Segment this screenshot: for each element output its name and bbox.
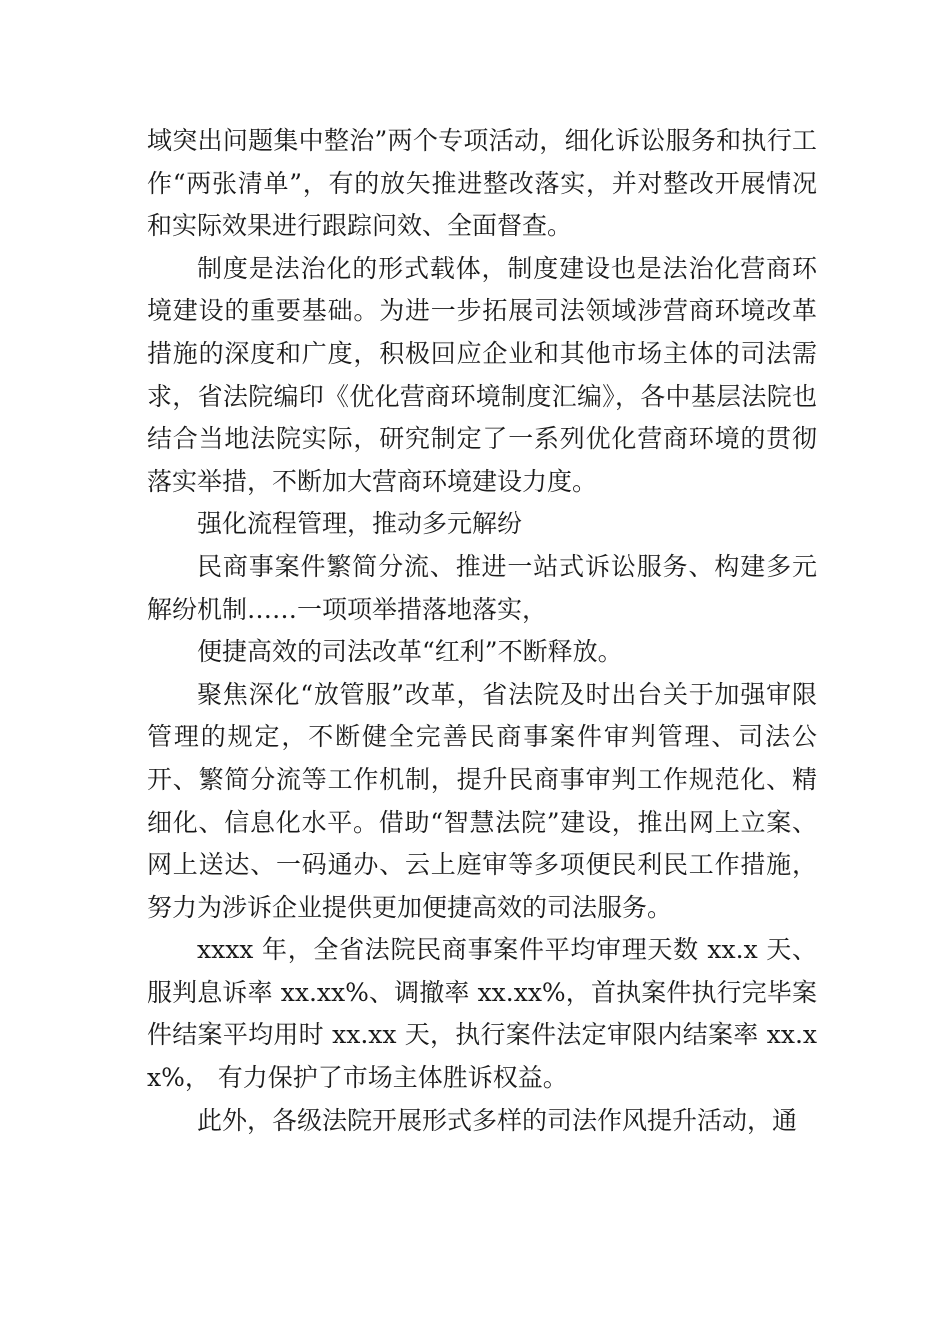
paragraph-statistics: xxxx 年，全省法院民商事案件平均审理天数 xx.x 天、服判息诉率 xx.xx%、调撤率 xx.xx%，首执案件执行完毕案件结案平均用时 xx.xx 天，执行案件法定审限内结案率 xx.xx%， 有力保护了市场主体胜诉权益。: [147, 935, 817, 1093]
section-heading-process-management: 强化流程管理，推动多元解纷: [197, 509, 523, 539]
paragraph-fangguanfu-reform: 聚焦深化“放管服”改革，省法院及时出台关于加强审限管理的规定，不断健全完善民商事案件审判管理、司法公开、繁简分流等工作机制，提升民商事审判工作规范化、精细化、信息化水平。借助“智慧法院”建设，推出网上立案、网上送达、一码通办、云上庭审等多项便民利民工作措施， 努力为涉诉企业提供更加便捷高效的司法服务。: [147, 679, 817, 922]
paragraph-judicial-style: 此外，各级法院开展形式多样的司法作风提升活动，通: [197, 1105, 798, 1135]
paragraph-continued: 域突出问题集中整治”两个专项活动，细化诉讼服务和执行工作“两张清单”，有的放矢推进整改落实，并对整改开展情况和实际效果进行跟踪问效、全面督查。: [147, 126, 817, 241]
paragraph-institution-building: 制度是法治化的形式载体，制度建设也是法治化营商环境建设的重要基础。为进一步拓展司法领域涉营商环境改革措施的深度和广度，积极回应企业和其他市场主体的司法需求，省法院编印《优化营商环境制度汇编》，各中基层法院也结合当地法院实际，研究制定了一系列优化营商环境的贯彻落实举措，不断加大营商环境建设力度。: [147, 253, 817, 496]
document-body: [147, 120, 817, 1142]
paragraph-reform-dividend: 便捷高效的司法改革“红利”不断释放。: [197, 637, 623, 667]
paragraph-diversion-measures: 民商事案件繁简分流、推进一站式诉讼服务、构建多元解纷机制……一项项举措落地落实，: [147, 551, 817, 624]
